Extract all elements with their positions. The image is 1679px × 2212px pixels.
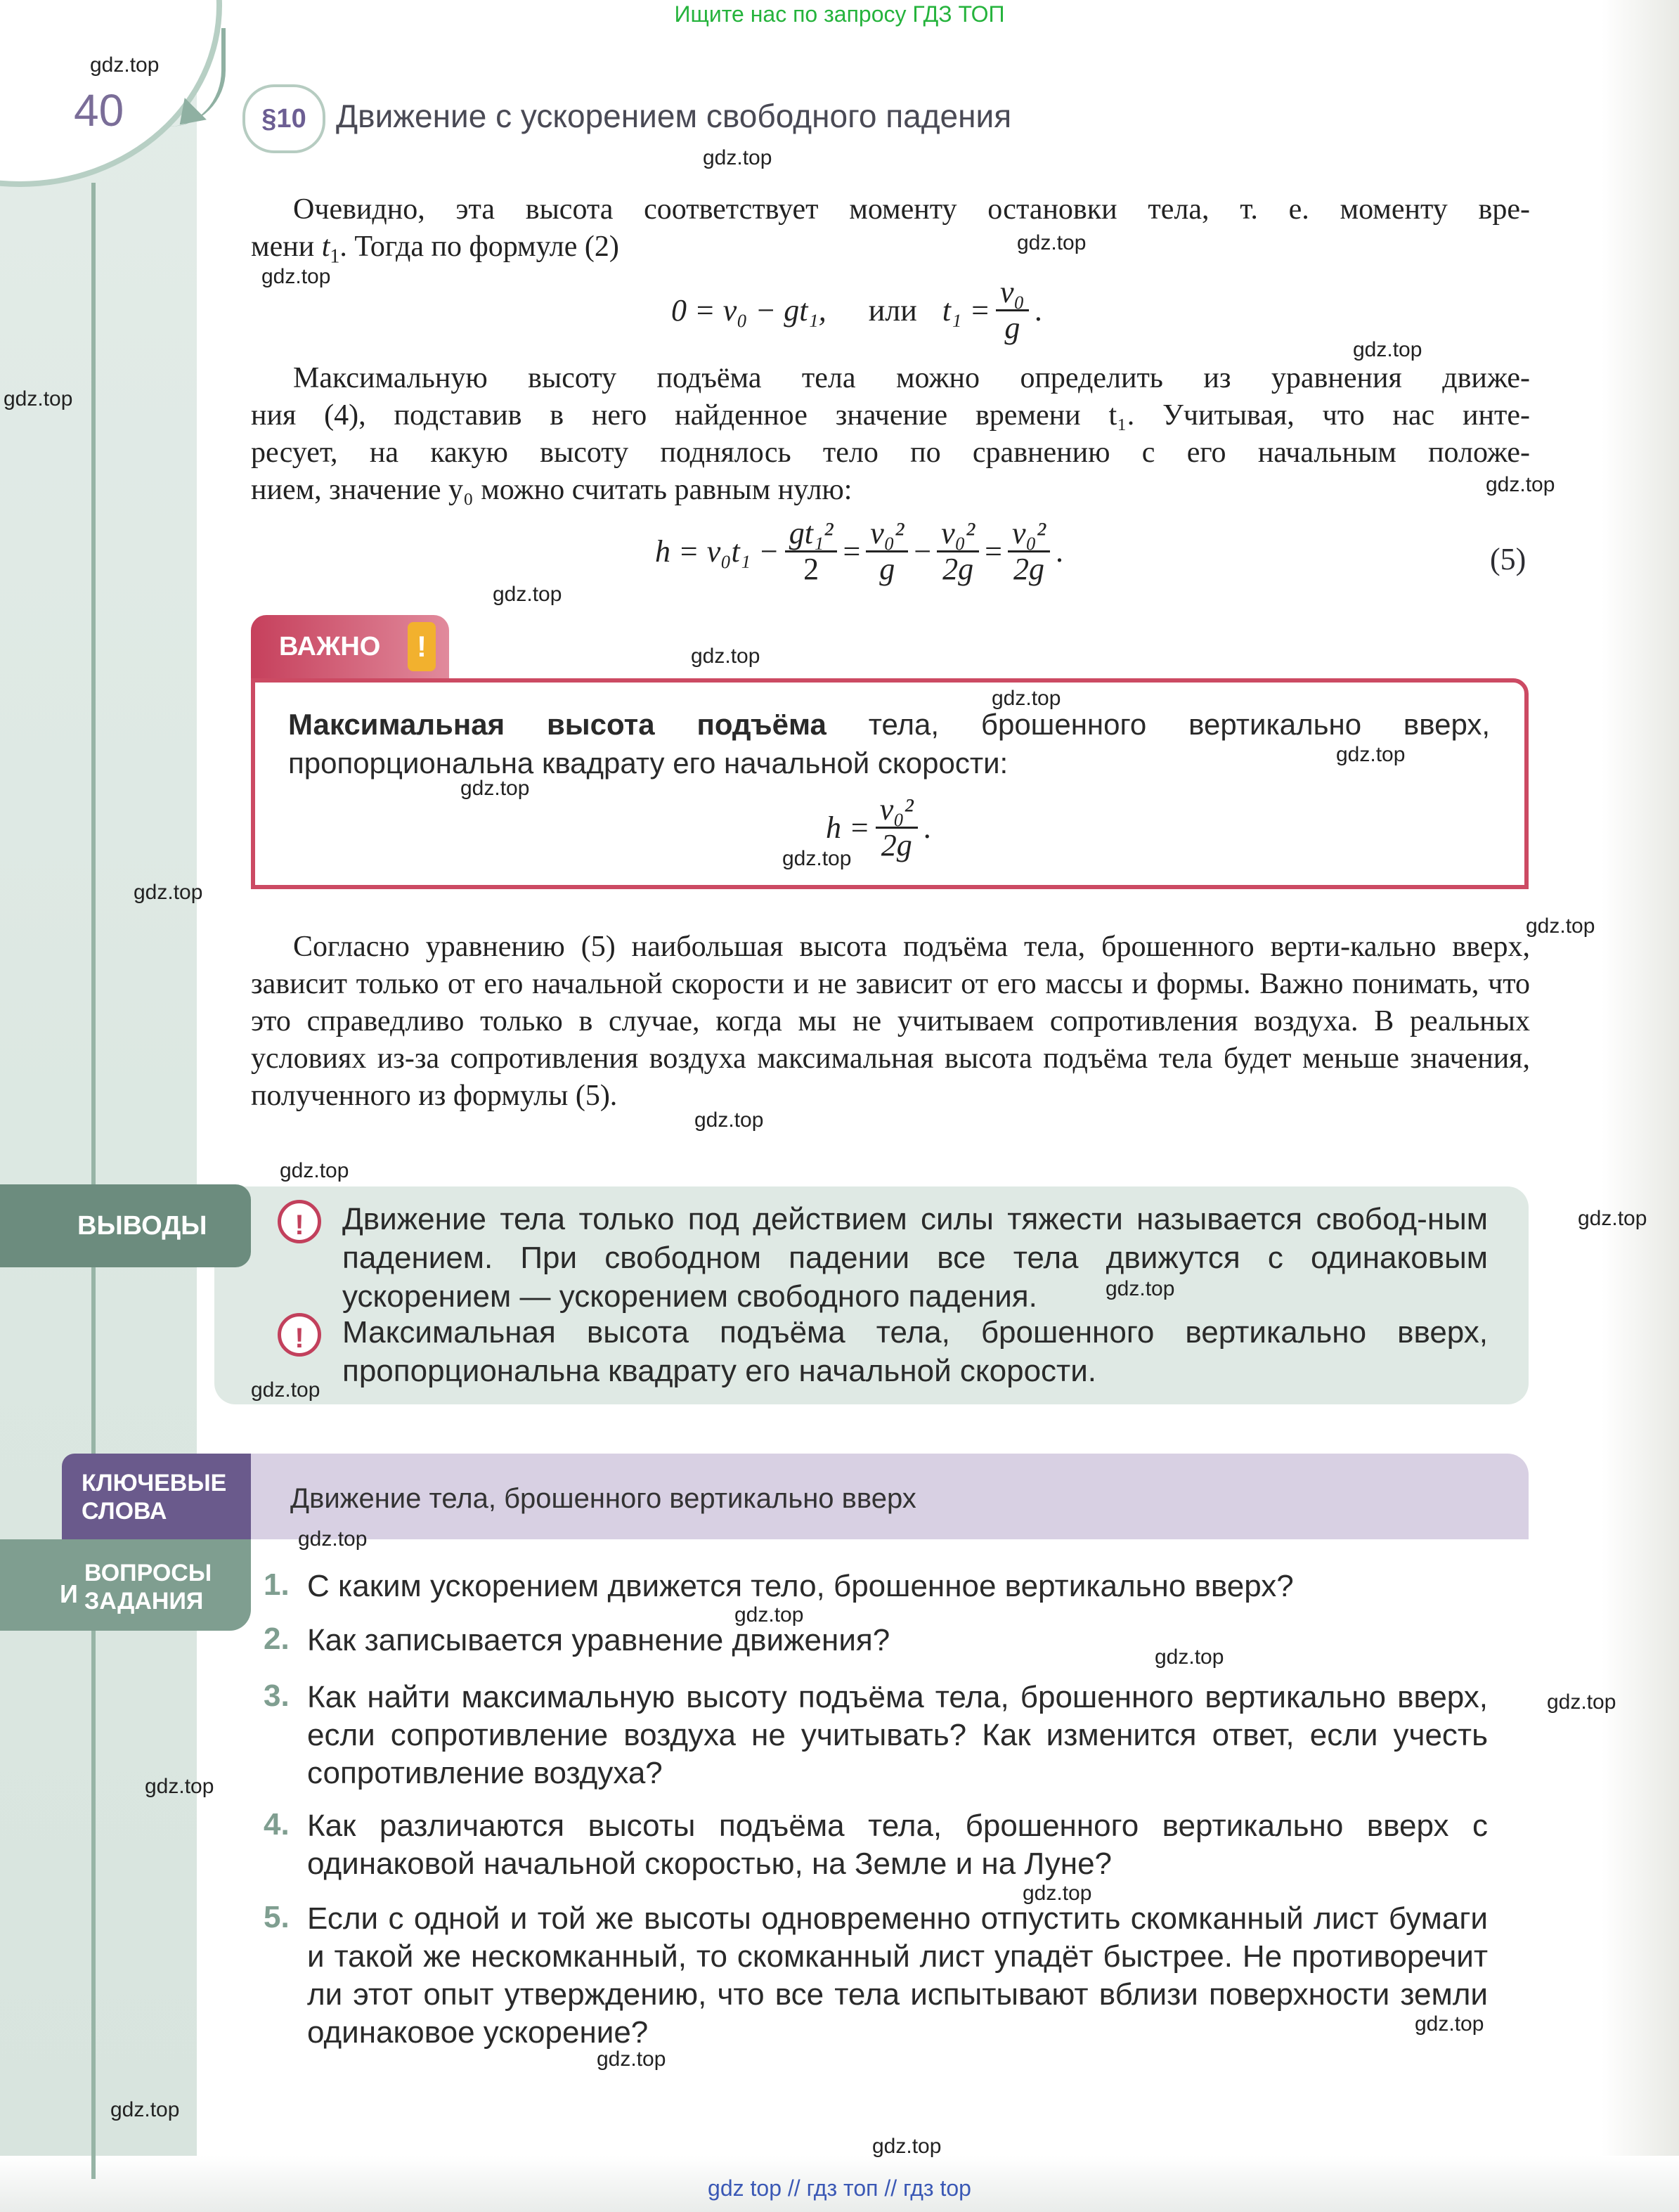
watermark: gdz.top — [4, 387, 73, 410]
watermark: gdz.top — [1023, 1882, 1092, 1905]
watermark: gdz.top — [1547, 1690, 1616, 1714]
watermark: gdz.top — [1017, 231, 1087, 254]
formula-5-f1-num: gt₁² — [785, 517, 838, 552]
watermark: gdz.top — [90, 53, 160, 77]
question-number: 1. — [264, 1567, 290, 1602]
p1-l2-var: t — [321, 231, 330, 263]
watermark: gdz.top — [298, 1527, 368, 1551]
formula-5-f3-num: v₀² — [937, 517, 979, 552]
page-edge-shadow — [1602, 0, 1679, 2212]
questions-tab-i: И — [60, 1579, 78, 1608]
formula-5-minus: − — [914, 534, 932, 569]
watermark: gdz.top — [694, 1108, 764, 1132]
important-formula-lhs: h = — [826, 810, 870, 845]
formula-5-frac-3 — [937, 517, 979, 586]
formula-5-eq-2: = — [985, 534, 1002, 569]
exclamation-icon: ! — [408, 622, 436, 671]
p1-l2-suffix: . Тогда по формуле (2) — [339, 231, 619, 263]
formula-1-num: v₀ — [996, 276, 1029, 311]
paragraph-3: Согласно уравнению (5) наибольшая высота подъёма тела, брошенного верти-кально вверх, зависит только от его начальной скорости и не зависит от его массы и формы. Важно понимать, что это справедливо только в случае, когда мы не учитываем сопротивления воздуха. В реальных условиях из-за сопротивления воздуха максимальная высота подъёма тела будет меньше значения, полученного из формулы (5). — [251, 931, 1530, 1112]
important-formula-frac — [876, 793, 918, 862]
watermark: gdz.top — [872, 2135, 942, 2158]
formula-5-frac-2 — [866, 517, 908, 586]
question-number: 3. — [264, 1679, 290, 1713]
conclusions-tab: ВЫВОДЫ — [0, 1184, 251, 1267]
formula-5-f3-den: 2g — [942, 552, 974, 586]
watermark: gdz.top — [1353, 338, 1422, 361]
equation-number: (5) — [1490, 542, 1526, 576]
formula-5-dot: . — [1056, 534, 1064, 569]
important-tab: ВАЖНО — [251, 615, 449, 678]
p1-l2-sub: 1 — [330, 245, 340, 268]
question-number: 4. — [264, 1807, 290, 1842]
left-margin-strip — [0, 0, 197, 2212]
watermark: gdz.top — [134, 881, 203, 904]
formula-5-f2-num: v₀² — [866, 517, 908, 552]
formula-5-f1-den: 2 — [803, 552, 819, 586]
important-formula-den: 2g — [881, 828, 912, 862]
formula-1-t1: t₁ = — [942, 293, 991, 328]
conclusion-2: Максимальная высота подъёма тела, брошенного вертикально вверх, пропорциональна квадрату его начальной скорости. — [342, 1315, 1488, 1388]
formula-5-f2-den: g — [879, 552, 895, 586]
watermark: gdz.top — [1415, 2012, 1484, 2036]
page-number: 40 — [74, 85, 124, 136]
margin-line — [91, 183, 96, 2179]
watermark: gdz.top — [251, 1378, 320, 1402]
formula-1-dot: . — [1034, 293, 1042, 328]
formula-1-or: или — [868, 293, 917, 328]
questions-tab-line-1: ВОПРОСЫ — [84, 1560, 212, 1586]
question-number: 5. — [264, 1900, 290, 1934]
keywords-tab-line-1: КЛЮЧЕВЫЕ — [82, 1470, 227, 1496]
watermark: gdz.top — [734, 1603, 804, 1626]
bottom-banner[interactable]: gdz top // гдз топ // гдз top — [708, 2175, 971, 2201]
section-badge: §10 — [242, 84, 325, 153]
formula-5-frac-4 — [1008, 517, 1050, 586]
watermark: gdz.top — [261, 265, 331, 288]
watermark: gdz.top — [703, 146, 772, 169]
exclamation-icon: ! — [278, 1313, 321, 1357]
paragraph-1-line-1: Очевидно, эта высота соответствует моменту остановки тела, т. е. моменту вре- — [293, 193, 1530, 226]
important-text-rest: тела, брошенного вертикально вверх, пропорциональна квадрату его начальной скорости: — [288, 708, 1490, 780]
formula-1-fraction — [996, 276, 1029, 345]
watermark: gdz.top — [493, 583, 562, 606]
watermark: gdz.top — [992, 687, 1061, 710]
question-4: Как различаются высоты подъёма тела, брошенного вертикально вверх с одинаковой начальной скоростью, на Земле и на Луне? — [307, 1809, 1488, 1881]
paragraph-1-line-2 — [251, 228, 1530, 275]
p1-l2-prefix: мени — [251, 231, 322, 263]
paragraph-2-line-3: ресует, на какую высоту поднялось тело по сравнению с его начальным положе- — [251, 436, 1530, 469]
paragraph-2 — [251, 360, 1530, 509]
question-3: Как найти максимальную высоту подъёма тела, брошенного вертикально вверх, если сопротивление воздуха не учитывать? Как изменится ответ, если учесть сопротивление воздуха? — [307, 1680, 1488, 1790]
questions-tab-line-2: ЗАДАНИЯ — [84, 1588, 204, 1615]
exclamation-icon: ! — [278, 1200, 321, 1243]
watermark: gdz.top — [145, 1775, 214, 1798]
formula-5-lhs: h = v₀t₁ − — [655, 534, 779, 569]
formula-5-frac-1 — [785, 517, 838, 586]
watermark: gdz.top — [1336, 743, 1406, 766]
paragraph-1 — [251, 191, 1530, 275]
questions-tab — [0, 1539, 251, 1631]
watermark: gdz.top — [1155, 1645, 1224, 1669]
important-bold-term: Максимальная высота подъёма — [288, 708, 826, 741]
paragraph-2-line-2: ния (4), подставив в него найденное значение времени t₁. Учитывая, что нас инте- — [251, 399, 1530, 432]
formula-5-f4-num: v₀² — [1008, 517, 1050, 552]
keywords-text: Движение тела, брошенного вертикально вверх — [290, 1483, 916, 1514]
conclusion-1: Движение тела только под действием силы тяжести называется свобод-ным падением. При свободном падении все тела движутся с одинаковым ускорением — ускорением свободного падения. — [342, 1202, 1488, 1314]
watermark: gdz.top — [280, 1159, 349, 1182]
formula-5-f4-den: 2g — [1013, 552, 1045, 586]
watermark: gdz.top — [691, 645, 760, 668]
watermark: gdz.top — [1578, 1207, 1647, 1230]
important-text — [288, 705, 1490, 782]
watermark: gdz.top — [460, 777, 530, 800]
watermark: gdz.top — [782, 847, 852, 870]
important-formula-num: v₀² — [876, 793, 918, 829]
paragraph-2-line-1: Максимальную высоту подъёма тела можно определить из уравнения движе- — [293, 362, 1530, 394]
watermark: gdz.top — [1486, 473, 1555, 496]
formula-1 — [671, 276, 1042, 345]
question-5: Если с одной и той же высоты одновременно отпустить скомканный лист бумаги и такой же нескомканный, то скомканный лист упадёт быстрее. Не противоречит ли этот опыт утверждению, что все тела испытывают вблизи поверхности земли одинаковое ускорение? — [307, 1901, 1488, 2050]
formula-1-den: g — [1004, 311, 1020, 345]
top-banner[interactable]: Ищите нас по запросу ГДЗ ТОП — [674, 1, 1005, 27]
formula-1-left: 0 = v₀ − gt₁, — [671, 293, 826, 328]
watermark: gdz.top — [1526, 914, 1595, 938]
watermark: gdz.top — [1106, 1277, 1175, 1300]
keywords-tab-line-2: СЛОВА — [82, 1498, 167, 1525]
watermark: gdz.top — [597, 2048, 666, 2071]
questions-tab-words — [84, 1559, 212, 1615]
formula-5 — [655, 517, 1063, 586]
question-number: 2. — [264, 1622, 290, 1656]
formula-5-eq-1: = — [843, 534, 861, 569]
important-formula-dot: . — [923, 810, 931, 845]
question-1: С каким ускорением движется тело, брошенное вертикально вверх? — [307, 1569, 1294, 1603]
section-title: Движение с ускорением свободного падения — [336, 98, 1012, 134]
watermark: gdz.top — [110, 2098, 180, 2121]
paragraph-2-line-4: нием, значение y₀ можно считать равным нулю: — [251, 474, 853, 506]
keywords-tab — [62, 1454, 251, 1539]
question-2: Как записывается уравнение движения? — [307, 1623, 890, 1657]
